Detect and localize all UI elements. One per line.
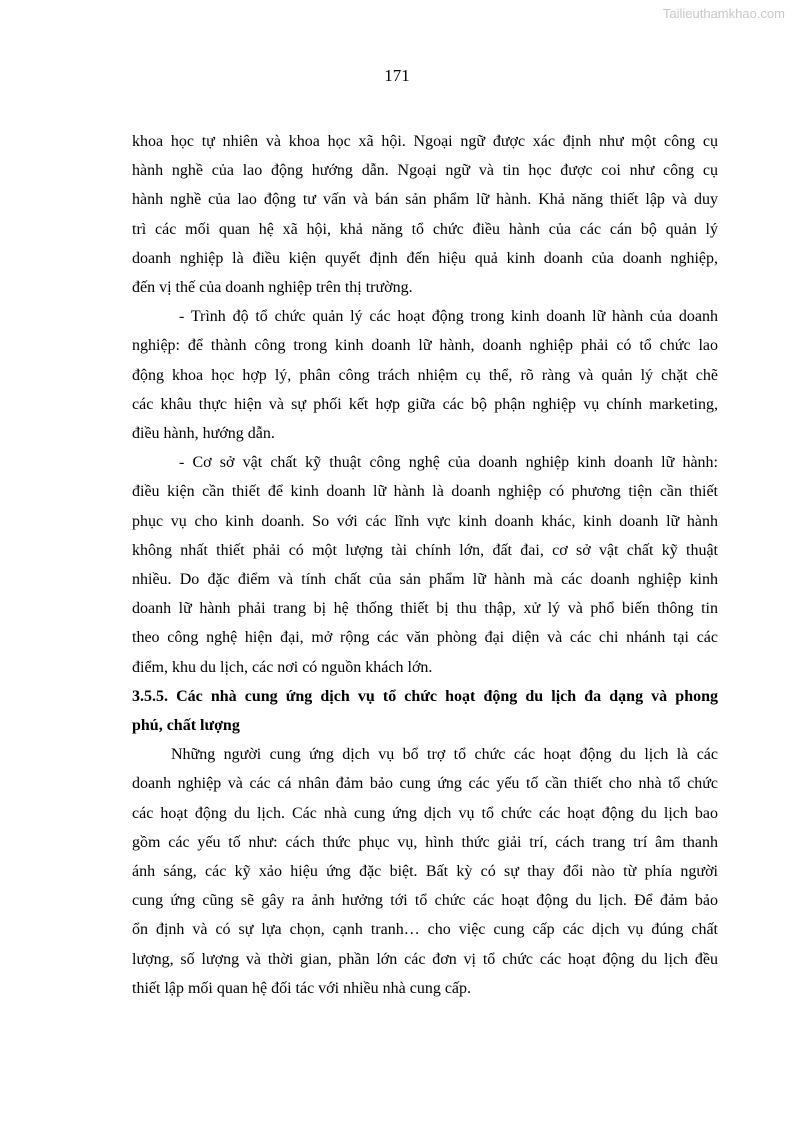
text-line: doanh lữ hành phải trang bị hệ thống thiết bị thu thập, xử lý và phổ biến thông tin	[132, 600, 718, 618]
text-line: thiết lập mối quan hệ đối tác với nhiều nhà cung cấp.	[132, 979, 472, 997]
text-line: - Trình độ tổ chức quản lý các hoạt động trong kinh doanh lữ hành của doanh	[179, 308, 718, 326]
text-line: gồm các yếu tố như: cách thức phục vụ, hình thức giải trí, cách trang trí âm thanh	[132, 833, 718, 851]
text-line: đến vị thế của doanh nghiệp trên thị trường.	[132, 279, 413, 297]
text-line: cung ứng cũng sẽ gây ra ảnh hưởng tới tổ chức các hoạt động du lịch. Để đảm bảo	[132, 892, 718, 910]
text-line: động khoa học hợp lý, phân công trách nhiệm cụ thể, rõ ràng và quản lý chặt chẽ	[132, 366, 718, 384]
text-line: Những người cung ứng dịch vụ bổ trợ tổ chức các hoạt động du lịch là các	[171, 746, 718, 764]
text-line: nhiều. Do đặc điểm và tính chất của sản phẩm lữ hành mà các doanh nghiệp kinh	[132, 571, 718, 589]
text-line: điều kiện cần thiết để kinh doanh lữ hành là doanh nghiệp có phương tiện cần thiết	[132, 483, 718, 501]
text-line: ổn định và có sự lựa chọn, cạnh tranh… cho việc cung cấp các dịch vụ đúng chất	[132, 921, 718, 939]
watermark: Tailieuthamkhao.com	[662, 6, 785, 21]
text-line: hành nghề của lao động tư vấn và bán sản phẩm lữ hành. Khả năng thiết lập và duy	[132, 191, 718, 209]
text-line: theo công nghệ hiện đại, mở rộng các văn phòng đại diện và các chi nhánh tại các	[132, 629, 718, 647]
text-line: lượng, số lượng và thời gian, phần lớn các đơn vị tổ chức các hoạt động du lịch đều	[132, 950, 718, 968]
text-line: ánh sáng, các kỹ xảo hiệu ứng đặc biệt. Bất kỳ có sự thay đổi nào từ phía người	[132, 863, 718, 881]
section-heading	[132, 682, 718, 740]
text-line: hành nghề của lao động hướng dẫn. Ngoại ngữ và tin học được coi như công cụ	[132, 162, 718, 180]
body-text	[132, 127, 718, 1003]
text-line: trì các mối quan hệ xã hội, khả năng tổ chức điều hành của các cán bộ quản lý	[132, 220, 718, 238]
paragraph	[132, 740, 718, 1003]
text-line: điểm, khu du lịch, các nơi có nguồn khách lớn.	[132, 658, 433, 676]
text-line: - Cơ sở vật chất kỹ thuật công nghệ của doanh nghiệp kinh doanh lữ hành:	[179, 454, 718, 472]
text-line: 3.5.5. Các nhà cung ứng dịch vụ tổ chức hoạt động du lịch đa dạng và phong	[132, 687, 718, 705]
text-line: không nhất thiết phải có một lượng tài chính lớn, đất đai, cơ sở vật chất kỹ thuật	[132, 541, 718, 559]
paragraph	[132, 127, 718, 302]
text-line: các hoạt động du lịch. Các nhà cung ứng dịch vụ tổ chức các hoạt động du lịch bao	[132, 804, 718, 822]
text-line: phú, chất lượng	[132, 717, 240, 735]
text-line: điều hành, hướng dẫn.	[132, 425, 275, 443]
paragraph	[132, 448, 718, 682]
text-line: doanh nghiệp và các cá nhân đảm bảo cung ứng các yếu tố cần thiết cho nhà tổ chức	[132, 775, 718, 793]
text-line: doanh nghiệp là điều kiện quyết định đến hiệu quả kinh doanh của doanh nghiệp,	[132, 249, 718, 267]
text-line: phục vụ cho kinh doanh. So với các lĩnh vực kinh doanh khác, kinh doanh lữ hành	[132, 512, 718, 530]
text-line: nghiệp: để thành công trong kinh doanh lữ hành, doanh nghiệp phải có tổ chức lao	[132, 337, 718, 355]
page-number: 171	[384, 66, 410, 85]
text-line: khoa học tự nhiên và khoa học xã hội. Ngoại ngữ được xác định như một công cụ	[132, 133, 718, 150]
text-line: các khâu thực hiện và sự phối kết hợp giữa các bộ phận nghiệp vụ chính marketing,	[132, 395, 718, 413]
paragraph	[132, 302, 718, 448]
